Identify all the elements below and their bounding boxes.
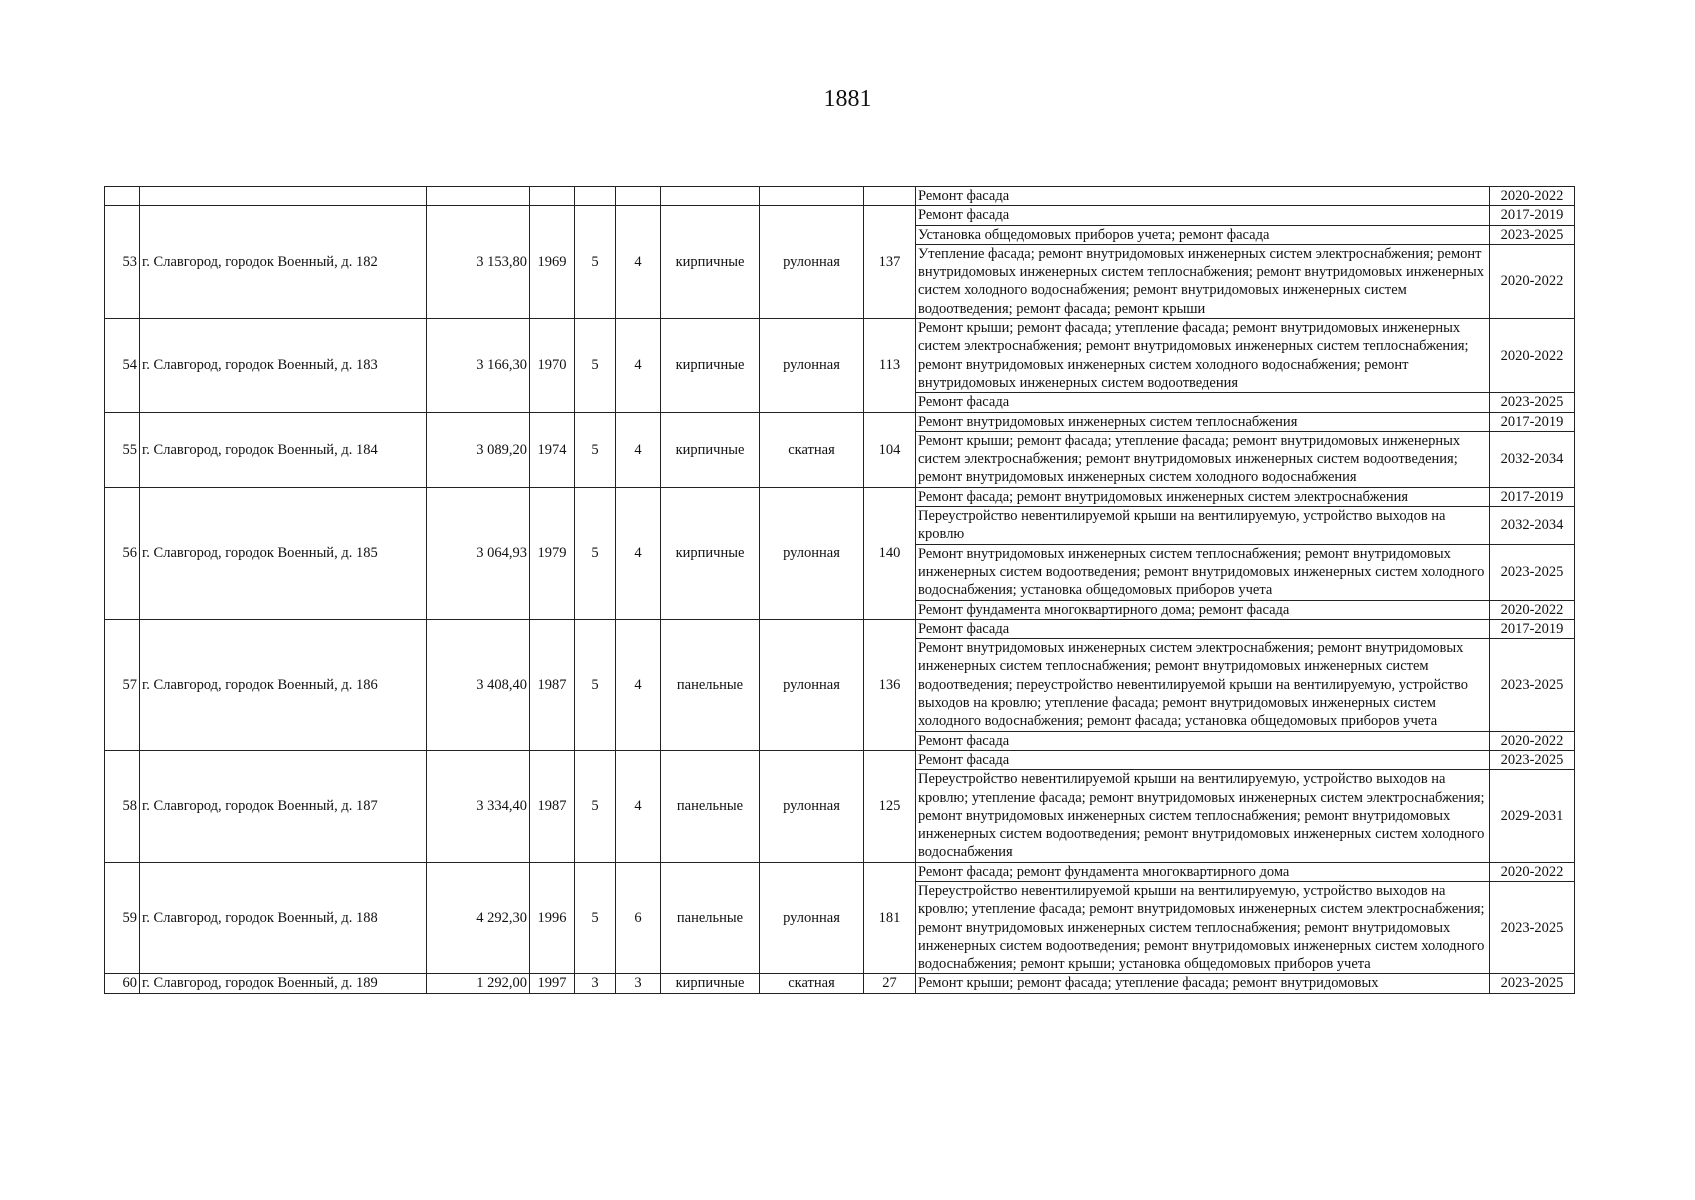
total-area: 3 334,40: [427, 750, 530, 862]
build-year: 1997: [530, 974, 575, 993]
apartment-count: 140: [864, 487, 916, 619]
work-description: Установка общедомовых приборов учета; ремонт фасада: [916, 225, 1490, 244]
work-description: Ремонт фасада: [916, 206, 1490, 225]
work-period: 2023-2025: [1490, 639, 1575, 731]
carryover-row: [105, 187, 1575, 206]
total-area: 1 292,00: [427, 974, 530, 993]
house-number: 54: [105, 319, 140, 412]
roof-type: рулонная: [760, 487, 864, 619]
house-address: г. Славгород, городок Военный, д. 188: [140, 862, 427, 974]
wall-material: панельные: [661, 750, 760, 862]
apartment-count: 27: [864, 974, 916, 993]
table-row: [105, 974, 1575, 993]
wall-material: кирпичные: [661, 412, 760, 487]
work-description: Ремонт фасада: [916, 750, 1490, 769]
floor-count: 5: [575, 619, 616, 750]
house-number: 55: [105, 412, 140, 487]
work-description: Переустройство невентилируемой крыши на вентилируемую, устройство выходов на кровлю; утепление фасада; ремонт внутридомовых инженерных систем электроснабжения; ремонт внутридомовых инженерных систем теплоснабжения; ремонт внутридомовых инженерных систем водоотведения; ремонт внутридомовых инженерных систем холодного водоснабжения: [916, 770, 1490, 862]
apartment-count: 113: [864, 319, 916, 412]
table-row: [105, 412, 1575, 431]
table-row: [105, 862, 1575, 881]
build-year: 1987: [530, 750, 575, 862]
work-period: 2017-2019: [1490, 206, 1575, 225]
total-area: 4 292,30: [427, 862, 530, 974]
page-number: 1881: [823, 86, 872, 112]
work-description: Ремонт внутридомовых инженерных систем теплоснабжения; ремонт внутридомовых инженерных систем водоотведения; ремонт внутридомовых инженерных систем холодного водоснабжения; установка общедомовых приборов учета: [916, 544, 1490, 600]
wall-material: кирпичные: [661, 487, 760, 619]
work-period: 2032-2034: [1490, 507, 1575, 545]
entrance-count: 4: [616, 619, 661, 750]
work-period: 2017-2019: [1490, 487, 1575, 506]
wall-material: кирпичные: [661, 206, 760, 319]
build-year: 1970: [530, 319, 575, 412]
work-period: 2020-2022: [1490, 319, 1575, 393]
work-period: 2020-2022: [1490, 244, 1575, 318]
house-number: 59: [105, 862, 140, 974]
work-period: 2017-2019: [1490, 619, 1575, 638]
house-address: г. Славгород, городок Военный, д. 189: [140, 974, 427, 993]
roof-type: рулонная: [760, 862, 864, 974]
work-period: 2020-2022: [1490, 600, 1575, 619]
work-period: 2020-2022: [1490, 731, 1575, 750]
build-year: 1996: [530, 862, 575, 974]
apartment-count: 181: [864, 862, 916, 974]
work-description: Ремонт внутридомовых инженерных систем электроснабжения; ремонт внутридомовых инженерных систем теплоснабжения; ремонт внутридомовых инженерных систем водоотведения; переустройство невентилируемой крыши на вентилируемую, устройство выходов на кровлю; утепление фасада; ремонт внутридомовых инженерных систем холодного водоснабжения; ремонт фасада; установка общедомовых приборов учета: [916, 639, 1490, 731]
house-address: г. Славгород, городок Военный, д. 186: [140, 619, 427, 750]
entrance-count: 6: [616, 862, 661, 974]
work-description: Ремонт фасада; ремонт фундамента многоквартирного дома: [916, 862, 1490, 881]
house-number: 58: [105, 750, 140, 862]
entrance-count: 3: [616, 974, 661, 993]
wall-material: панельные: [661, 619, 760, 750]
work-period: 2023-2025: [1490, 881, 1575, 973]
house-number: 56: [105, 487, 140, 619]
work-description: Ремонт фундамента многоквартирного дома; ремонт фасада: [916, 600, 1490, 619]
roof-type: рулонная: [760, 206, 864, 319]
floor-count: 5: [575, 750, 616, 862]
floor-count: 5: [575, 206, 616, 319]
apartment-count: 104: [864, 412, 916, 487]
entrance-count: 4: [616, 412, 661, 487]
build-year: 1969: [530, 206, 575, 319]
work-period: 2029-2031: [1490, 770, 1575, 862]
apartment-count: 136: [864, 619, 916, 750]
total-area: 3 064,93: [427, 487, 530, 619]
house-number: 57: [105, 619, 140, 750]
house-address: г. Славгород, городок Военный, д. 185: [140, 487, 427, 619]
floor-count: 5: [575, 319, 616, 412]
build-year: 1979: [530, 487, 575, 619]
house-number: 53: [105, 206, 140, 319]
work-period: 2020-2022: [1490, 187, 1575, 206]
work-period: 2023-2025: [1490, 225, 1575, 244]
build-year: 1987: [530, 619, 575, 750]
work-period: 2023-2025: [1490, 974, 1575, 993]
table-row: [105, 619, 1575, 638]
roof-type: скатная: [760, 974, 864, 993]
total-area: 3 153,80: [427, 206, 530, 319]
repair-program-table: [104, 186, 1575, 994]
floor-count: 5: [575, 487, 616, 619]
apartment-count: 137: [864, 206, 916, 319]
table-row: [105, 487, 1575, 506]
roof-type: рулонная: [760, 619, 864, 750]
roof-type: рулонная: [760, 319, 864, 412]
work-description: Ремонт фасада: [916, 731, 1490, 750]
apartment-count: 125: [864, 750, 916, 862]
work-description: Переустройство невентилируемой крыши на вентилируемую, устройство выходов на кровлю; утепление фасада; ремонт внутридомовых инженерных систем электроснабжения; ремонт внутридомовых инженерных систем теплоснабжения; ремонт внутридомовых инженерных систем водоотведения; ремонт внутридомовых инженерных систем холодного водоснабжения; ремонт крыши; установка общедомовых приборов учета: [916, 881, 1490, 973]
work-description: Ремонт фасада: [916, 187, 1490, 206]
wall-material: панельные: [661, 862, 760, 974]
total-area: 3 408,40: [427, 619, 530, 750]
table-row: [105, 750, 1575, 769]
work-description: Ремонт внутридомовых инженерных систем теплоснабжения: [916, 412, 1490, 431]
work-description: Ремонт фасада; ремонт внутридомовых инженерных систем электроснабжения: [916, 487, 1490, 506]
work-period: 2023-2025: [1490, 544, 1575, 600]
work-period: 2032-2034: [1490, 431, 1575, 487]
build-year: 1974: [530, 412, 575, 487]
work-description: Ремонт крыши; ремонт фасада; утепление фасада; ремонт внутридомовых инженерных систем электроснабжения; ремонт внутридомовых инженерных систем водоотведения; ремонт внутридомовых инженерных систем холодного водоснабжения: [916, 431, 1490, 487]
house-number: 60: [105, 974, 140, 993]
wall-material: кирпичные: [661, 319, 760, 412]
work-description: Ремонт крыши; ремонт фасада; утепление фасада; ремонт внутридомовых инженерных систем электроснабжения; ремонт внутридомовых инженерных систем теплоснабжения; ремонт внутридомовых инженерных систем холодного водоснабжения; ремонт внутридомовых инженерных систем водоотведения: [916, 319, 1490, 393]
entrance-count: 4: [616, 487, 661, 619]
work-description: Утепление фасада; ремонт внутридомовых инженерных систем электроснабжения; ремонт внутридомовых инженерных систем теплоснабжения; ремонт внутридомовых инженерных систем холодного водоснабжения; ремонт внутридомовых инженерных систем водоотведения; ремонт фасада; ремонт крыши: [916, 244, 1490, 318]
entrance-count: 4: [616, 319, 661, 412]
total-area: 3 089,20: [427, 412, 530, 487]
entrance-count: 4: [616, 750, 661, 862]
work-description: Ремонт крыши; ремонт фасада; утепление фасада; ремонт внутридомовых: [916, 974, 1490, 993]
work-period: 2020-2022: [1490, 862, 1575, 881]
floor-count: 3: [575, 974, 616, 993]
work-period: 2023-2025: [1490, 750, 1575, 769]
work-period: 2023-2025: [1490, 393, 1575, 412]
table-row: [105, 206, 1575, 225]
table-row: [105, 319, 1575, 393]
work-period: 2017-2019: [1490, 412, 1575, 431]
work-description: Ремонт фасада: [916, 619, 1490, 638]
wall-material: кирпичные: [661, 974, 760, 993]
floor-count: 5: [575, 862, 616, 974]
house-address: г. Славгород, городок Военный, д. 187: [140, 750, 427, 862]
floor-count: 5: [575, 412, 616, 487]
work-description: Ремонт фасада: [916, 393, 1490, 412]
house-address: г. Славгород, городок Военный, д. 183: [140, 319, 427, 412]
work-description: Переустройство невентилируемой крыши на вентилируемую, устройство выходов на кровлю: [916, 507, 1490, 545]
house-address: г. Славгород, городок Военный, д. 184: [140, 412, 427, 487]
total-area: 3 166,30: [427, 319, 530, 412]
roof-type: скатная: [760, 412, 864, 487]
house-address: г. Славгород, городок Военный, д. 182: [140, 206, 427, 319]
entrance-count: 4: [616, 206, 661, 319]
roof-type: рулонная: [760, 750, 864, 862]
